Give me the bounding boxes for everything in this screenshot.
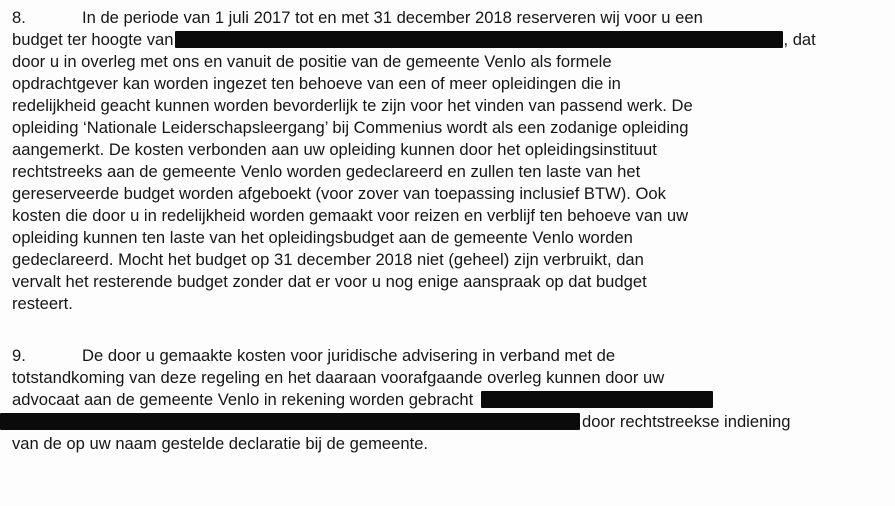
section-8-line-12 bbox=[12, 250, 644, 272]
section-8-line-10 bbox=[12, 206, 688, 228]
text-line: aangemerkt. De kosten verbonden aan uw opleiding kunnen door het opleidingsinstituut bbox=[12, 140, 657, 159]
section-9-number: 9. bbox=[12, 346, 26, 365]
text-line: door u in overleg met ons en vanuit de positie van de gemeente Venlo als formele bbox=[12, 52, 612, 71]
section-9-line-1 bbox=[12, 346, 615, 368]
budget-continuation: , dat bbox=[783, 30, 816, 49]
section-8-line-14 bbox=[12, 294, 73, 316]
section-9-line-3 bbox=[12, 390, 713, 412]
redacted-budget-amount bbox=[175, 31, 783, 48]
section-9-line-2 bbox=[12, 368, 664, 390]
section-8-line-7 bbox=[12, 140, 657, 162]
text-line: van de op uw naam gestelde declaratie bij de gemeente. bbox=[12, 434, 429, 453]
text-line: door rechtstreekse indiening bbox=[582, 412, 791, 431]
section-8-line-11 bbox=[12, 228, 633, 250]
section-8-line-5 bbox=[12, 96, 693, 118]
section-9-line-5 bbox=[12, 434, 428, 456]
section-8-line-4 bbox=[12, 74, 621, 96]
text-line: redelijkheid geacht kunnen worden bevorderlijk te zijn voor het vinden van passend werk. De bbox=[12, 96, 693, 115]
section-8-line-13 bbox=[12, 272, 647, 294]
redacted-text bbox=[481, 391, 713, 408]
section-8-line-8 bbox=[12, 162, 640, 184]
section-8-text: In de periode van 1 juli 2017 tot en met 31 december 2018 reserveren wij voor u een bbox=[82, 8, 703, 27]
section-8-line-9 bbox=[12, 184, 666, 206]
text-line: opleiding ‘Nationale Leiderschapsleergang’ bij Commenius wordt als een zodanige opleiding bbox=[12, 118, 689, 137]
section-8-line-6 bbox=[12, 118, 688, 140]
text-line: totstandkoming van deze regeling en het daaraan voorafgaande overleg kunnen door uw bbox=[12, 368, 665, 387]
section-8-line-1 bbox=[12, 8, 703, 30]
text-line: gereserveerde budget worden afgeboekt (voor zover van toepassing inclusief BTW). Ook bbox=[12, 184, 666, 203]
text-line: rechtstreeks aan de gemeente Venlo worden gedeclareerd en zullen ten laste van het bbox=[12, 162, 641, 181]
budget-label: budget ter hoogte van bbox=[12, 30, 174, 49]
redacted-text bbox=[0, 413, 580, 430]
text-line: opleiding kunnen ten laste van het opleidingsbudget aan de gemeente Venlo worden bbox=[12, 228, 633, 247]
text-line: kosten die door u in redelijkheid worden gemaakt voor reizen en verblijf ten behoeve van uw bbox=[12, 206, 689, 225]
section-8-line-3 bbox=[12, 52, 612, 74]
section-8-line-2 bbox=[12, 30, 816, 52]
section-9-text: De door u gemaakte kosten voor juridische advisering in verband met de bbox=[82, 346, 616, 365]
text-line: vervalt het resterende budget zonder dat er voor u nog enige aanspraak op dat budget bbox=[12, 272, 647, 291]
section-9-line-4 bbox=[0, 412, 790, 434]
text-line: advocaat aan de gemeente Venlo in rekening worden gebracht bbox=[12, 390, 474, 409]
text-line: resteert. bbox=[12, 294, 73, 313]
section-8-number: 8. bbox=[12, 8, 26, 27]
text-line: opdrachtgever kan worden ingezet ten behoeve van een of meer opleidingen die in bbox=[12, 74, 621, 93]
text-line: gedeclareerd. Mocht het budget op 31 december 2018 niet (geheel) zijn verbruikt, dan bbox=[12, 250, 644, 269]
